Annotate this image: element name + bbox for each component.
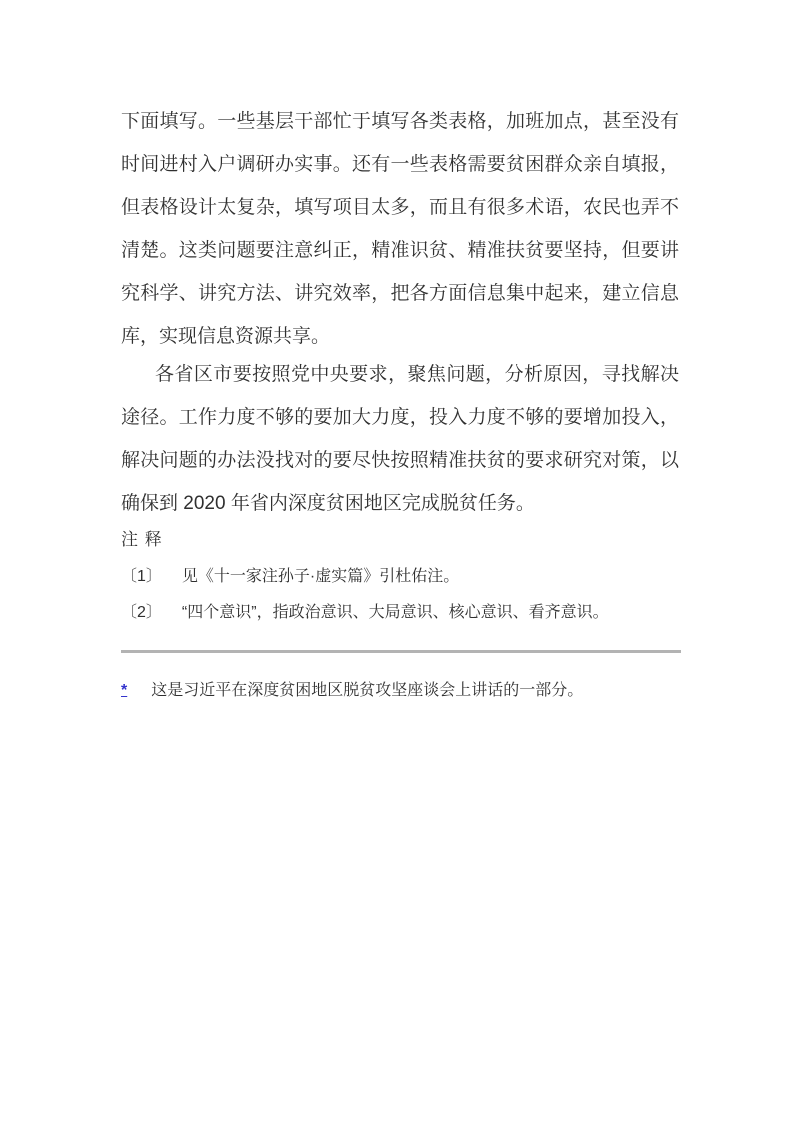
- page-content: [121, 0, 679, 703]
- note-item-1: [121, 565, 679, 589]
- paragraph-line: 各省区市要按照党中央要求，聚焦问题，分析原因，寻找解决: [155, 364, 679, 385]
- note-1-text: 见《十一家注孙子·虚实篇》引杜佑注。: [181, 568, 460, 585]
- paragraph-line: 确保到 2020 年省内深度贫困地区完成脱贫任务。: [121, 493, 535, 514]
- note-item-2: [121, 601, 679, 625]
- note-2-marker: 〔2〕: [121, 604, 162, 621]
- footnote-divider: [121, 650, 681, 653]
- body-paragraph-2: [121, 353, 679, 525]
- note-1-marker: 〔1〕: [121, 568, 162, 585]
- paragraph-line: 但表格设计太复杂，填写项目太多，而且有很多术语，农民也弄不: [121, 197, 679, 218]
- paragraph-line: 库，实现信息资源共享。: [121, 326, 331, 347]
- body-paragraph-1: [121, 100, 679, 358]
- paragraph-line: 究科学、讲究方法、讲究效率，把各方面信息集中起来，建立信息: [121, 283, 679, 304]
- footnote-text: 这是习近平在深度贫困地区脱贫攻坚座谈会上讲话的一部分。: [151, 682, 584, 699]
- footnote: [121, 679, 679, 703]
- paragraph-line: 下面填写。一些基层干部忙于填写各类表格，加班加点，甚至没有: [121, 111, 679, 132]
- paragraph-line: 途径。工作力度不够的要加大力度，投入力度不够的要增加投入，: [121, 407, 679, 428]
- paragraph-line: 解决问题的办法没找对的要尽快按照精准扶贫的要求研究对策，以: [121, 450, 679, 471]
- notes-heading: 注 释: [121, 530, 163, 549]
- footnote-asterisk-link[interactable]: *: [121, 682, 128, 699]
- paragraph-line: 时间进村入户调研办实事。还有一些表格需要贫困群众亲自填报，: [121, 154, 679, 175]
- paragraph-line: 清楚。这类问题要注意纠正，精准识贫、精准扶贫要坚持，但要讲: [121, 240, 679, 261]
- note-2-text: “四个意识”，指政治意识、大局意识、核心意识、看齐意识。: [181, 604, 609, 621]
